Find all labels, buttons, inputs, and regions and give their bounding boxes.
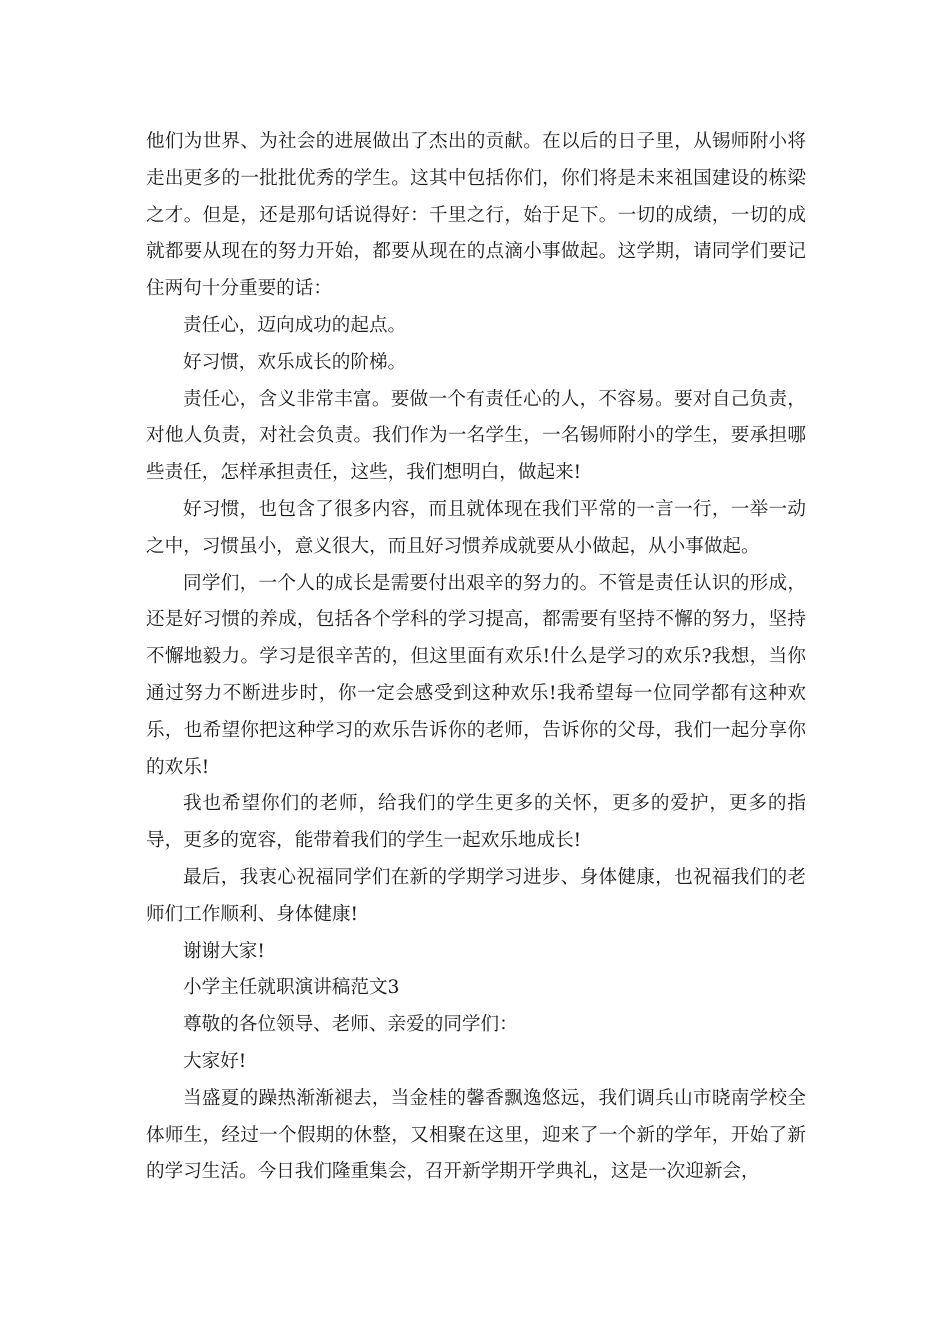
paragraph-8: 最后，我衷心祝福同学们在新的学期学习进步、身体健康，也祝福我们的老师们工作顺利、身体健康! bbox=[146, 866, 806, 925]
paragraph-4: 责任心，含义非常丰富。要做一个有责任心的人，不容易。要对自己负责，对他人负责，对社会负责。我们作为一名学生，一名锡师附小的学生，要承担哪些责任，怎样承担责任，这些，我们想明白，做起来! bbox=[146, 388, 806, 484]
paragraph-13: 当盛夏的躁热渐渐褪去，当金桂的馨香飘逸悠远，我们调兵山市晓南学校全体师生，经过一个假期的休整，又相聚在这里，迎来了一个新的学年，开始了新的学习生活。今日我们隆重集会，召开新学期开学典礼，这是一次迎新会， bbox=[146, 1087, 806, 1183]
section-heading: 小学主任就职演讲稿范文3 bbox=[183, 977, 400, 999]
salutation: 尊敬的各位领导、老师、亲爱的同学们： bbox=[183, 1014, 518, 1036]
paragraph-1: 他们为世界、为社会的进展做出了杰出的贡献。在以后的日子里，从锡师附小将走出更多的一批批优秀的学生。这其中包括你们，你们将是未来祖国建设的栋梁之才。但是，还是那句话说得好：千里之行，始于足下。一切的成绩，一切的成就都要从现在的努力开始，都要从现在的点滴小事做起。这学期，请同学们要记住两句十分重要的话： bbox=[146, 131, 806, 300]
document-body bbox=[146, 124, 806, 1191]
paragraph-9: 谢谢大家! bbox=[183, 940, 265, 962]
paragraph-6: 同学们，一个人的成长是需要付出艰辛的努力的。不管是责任认识的形成，还是好习惯的养成，包括各个学科的学习提高，都需要有坚持不懈的努力，坚持不懈地毅力。学习是很辛苦的，但这里面有欢乐!什么是学习的欢乐?我想，当你通过努力不断进步时，你一定会感受到这种欢乐!我希望每一位同学都有这种欢乐，也希望你把这种学习的欢乐告诉你的老师，告诉你的父母，我们一起分享你的欢乐! bbox=[146, 572, 806, 778]
paragraph-2: 责任心，迈向成功的起点。 bbox=[183, 314, 407, 336]
paragraph-3: 好习惯，欢乐成长的阶梯。 bbox=[183, 351, 407, 373]
paragraph-7: 我也希望你们的老师，给我们的学生更多的关怀，更多的爱护，更多的指导，更多的宽容，能带着我们的学生一起欢乐地成长! bbox=[146, 793, 806, 852]
greeting: 大家好! bbox=[183, 1050, 247, 1072]
paragraph-5: 好习惯，也包含了很多内容，而且就体现在我们平常的一言一行，一举一动之中，习惯虽小，意义很大，而且好习惯养成就要从小做起，从小事做起。 bbox=[146, 498, 806, 557]
